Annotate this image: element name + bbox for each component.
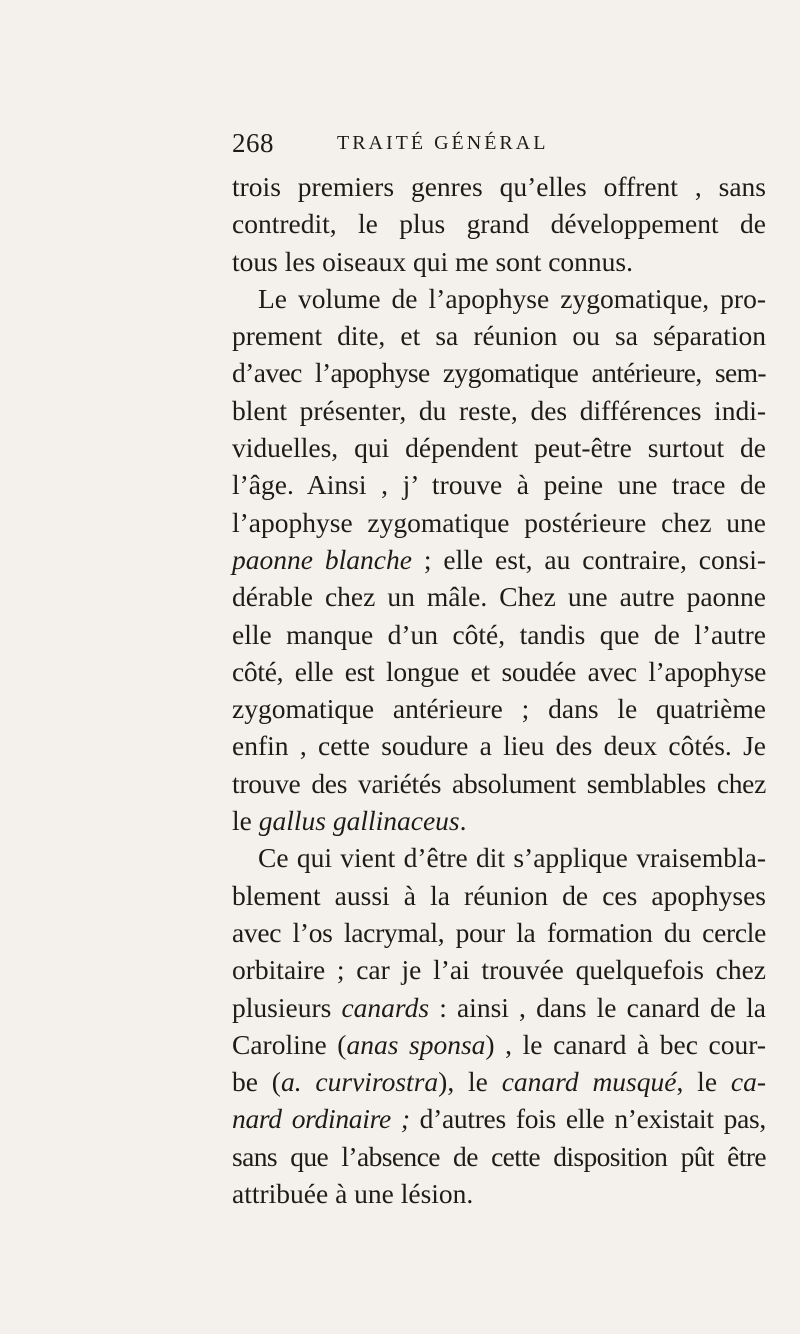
text-line [232,504,766,541]
text-segment: enfin , cette soudure a lieu des deux côtés. Je [232,730,766,762]
text-segment: contredit, le plus grand développement de [232,208,766,240]
page-number: 268 [232,128,274,158]
text-line [232,1100,766,1137]
body-text [232,168,766,1212]
text-line [232,989,766,1026]
italic-text-segment: canards [341,991,430,1023]
text-line [232,205,766,242]
text-segment: l’apophyse zygomatique postérieure chez une [232,506,766,538]
text-line [232,877,766,914]
text-segment: orbitaire ; car je l’ai trouvée quelquefois chez [232,954,766,986]
italic-text-segment: ca- [730,1066,766,1098]
text-segment: trouve des variétés absolument semblables chez [232,767,766,799]
text-segment: côté, elle est longue et soudée avec l’apophyse [232,655,766,687]
text-line [232,616,766,653]
text-segment: plusieurs [232,991,342,1023]
text-segment: zygomatique antérieure ; dans le quatrième [232,693,766,725]
text-segment: ) , le canard à bec cour- [485,1028,766,1060]
text-segment: Caroline ( [232,1028,347,1060]
text-segment: l’âge. Ainsi , j’ trouve à peine une trace de [232,469,766,501]
text-segment: trois premiers genres qu’elles offrent , sans [232,171,766,202]
text-line [232,317,766,354]
italic-text-segment: gallus gallinaceus [258,805,460,837]
text-segment: Ce qui vient d’être dit s’applique vraisembla- [258,842,766,874]
text-segment: : ainsi , dans le canard de la [429,991,766,1023]
text-segment: attribuée à une lésion. [232,1178,474,1210]
text-line [232,243,766,280]
text-segment: elle manque d’un côté, tandis que de l’autre [232,618,766,650]
text-line [232,168,766,205]
text-line [232,951,766,988]
text-segment: viduelles, qui dépendent peut-être surtout de [232,432,766,464]
italic-text-segment: canard musqué [501,1066,677,1098]
text-line [232,392,766,429]
text-segment: tous les oiseaux qui me sont connus. [232,245,634,277]
text-segment: be ( [232,1066,281,1098]
text-segment: le [232,805,259,837]
italic-text-segment: a. curvirostra [280,1066,439,1098]
page-header [232,128,762,162]
text-line [232,1138,766,1175]
text-segment: ; elle est, au contraire, consi- [411,543,766,575]
text-line [232,1175,766,1212]
text-line [232,765,766,802]
text-line [232,1063,766,1100]
text-segment: Le volume de l’apophyse zygomatique, pro- [258,282,766,314]
italic-text-segment: nard ordinaire ; [232,1103,410,1135]
text-line [232,1026,766,1063]
text-line [232,690,766,727]
text-segment: sans que l’absence de cette disposition pût être [232,1140,766,1172]
text-line [232,541,766,578]
running-head: TRAITÉ GÉNÉRAL [337,132,549,154]
text-line [232,727,766,764]
text-line [232,280,766,317]
text-line [232,914,766,951]
text-line [232,839,766,876]
text-segment: prement dite, et sa réunion ou sa séparation [232,320,766,352]
text-segment: . [459,805,467,837]
text-line [232,578,766,615]
text-line [232,653,766,690]
text-segment: d’autres fois elle n’existait pas, [409,1103,766,1135]
text-line [232,466,766,503]
text-line [232,802,766,839]
text-segment: d’avec l’apophyse zygomatique antérieure, sem- [232,357,766,389]
text-segment: avec l’os lacrymal, pour la formation du cercle [232,916,766,948]
text-segment: blent présenter, du reste, des différences indi- [232,394,766,426]
text-line [232,429,766,466]
text-line [232,354,766,391]
text-segment: ), le [438,1066,502,1098]
text-segment: dérable chez un mâle. Chez une autre paonne [232,581,766,613]
text-segment: blement aussi à la réunion de ces apophyses [232,879,766,911]
italic-text-segment: paonne blanche [232,543,412,575]
text-segment: , le [676,1066,731,1098]
italic-text-segment: anas sponsa [346,1028,486,1060]
